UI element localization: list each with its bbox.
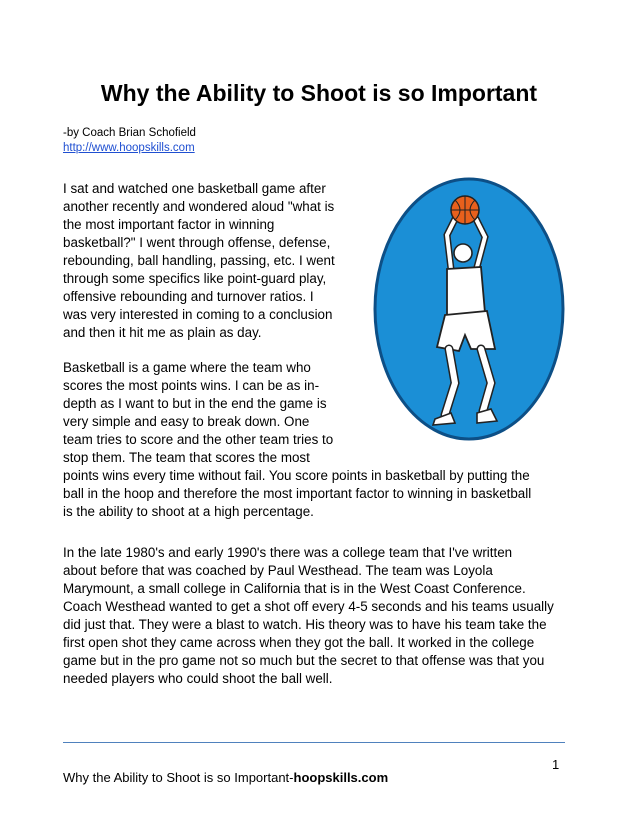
paragraph-line: Basketball is a game where the team who — [63, 360, 311, 375]
paragraph-line: I sat and watched one basketball game after — [63, 181, 326, 196]
paragraph-line: did just that. They were a blast to watch. His theory was to have his team take the — [63, 617, 547, 632]
byline — [63, 126, 196, 156]
paragraph-line: scores the most points wins. I can be as in- — [63, 378, 320, 393]
footer-text: Why the Ability to Shoot is so Important- — [63, 770, 294, 785]
player-head — [454, 244, 472, 262]
paragraph-3 — [63, 544, 554, 688]
paragraph-line: first open shot they came across when they got the ball. It worked in the college — [63, 635, 535, 650]
paragraph-line: ball in the hoop and therefore the most important factor to winning in basketball — [63, 486, 532, 501]
paragraph-line: is the ability to shoot at a high percentage. — [63, 504, 314, 519]
paragraph-line: very simple and easy to break down. One — [63, 414, 310, 429]
paragraph-line: team tries to score and the other team tries to — [63, 432, 334, 447]
paragraph-line: In the late 1980's and early 1990's there was a college team that I've written — [63, 545, 513, 560]
paragraph-line: about before that was coached by Paul Westhead. The team was Loyola — [63, 563, 493, 578]
paragraph-line: depth as I want to but in the end the game is — [63, 396, 327, 411]
paragraph-line: basketball?" I went through offense, defense, — [63, 235, 331, 250]
paragraph-line: and then it hit me as plain as day. — [63, 325, 262, 340]
document-title: Why the Ability to Shoot is so Important — [100, 80, 538, 106]
paragraph-line: through some specifics like point-guard play, — [63, 271, 327, 286]
paragraph-line: Marymount, a small college in California that is in the West Coast Conference. — [63, 581, 526, 596]
byline-author: -by Coach Brian Schofield — [63, 127, 196, 139]
paragraph-line: was very interested in coming to a conclusion — [63, 307, 333, 322]
paragraph-line: stop them. The team that scores the most — [63, 450, 310, 465]
paragraph-line: the most important factor in winning — [63, 217, 275, 232]
byline-link[interactable]: http://www.hoopskills.com — [63, 142, 195, 154]
page-footer — [63, 770, 388, 785]
paragraph-1 — [63, 180, 335, 342]
paragraph-2 — [63, 359, 531, 521]
paragraph-line: offensive rebounding and turnover ratios. I — [63, 289, 314, 304]
paragraph-line: another recently and wondered aloud "what is — [63, 199, 335, 214]
footer-divider — [63, 742, 565, 743]
paragraph-line: rebounding, ball handling, passing, etc. I went — [63, 253, 335, 268]
paragraph-line: points wins every time without fail. You score points in basketball by putting the — [63, 468, 530, 483]
footer-site: hoopskills.com — [293, 770, 389, 785]
page-number: 1 — [552, 757, 560, 772]
paragraph-line: Coach Westhead wanted to get a shot off every 4-5 seconds and his teams usually — [63, 599, 554, 614]
paragraph-line: needed players who could shoot the ball well. — [63, 671, 333, 686]
paragraph-line: game but in the pro game not so much but the secret to that offense was that you — [63, 653, 545, 668]
